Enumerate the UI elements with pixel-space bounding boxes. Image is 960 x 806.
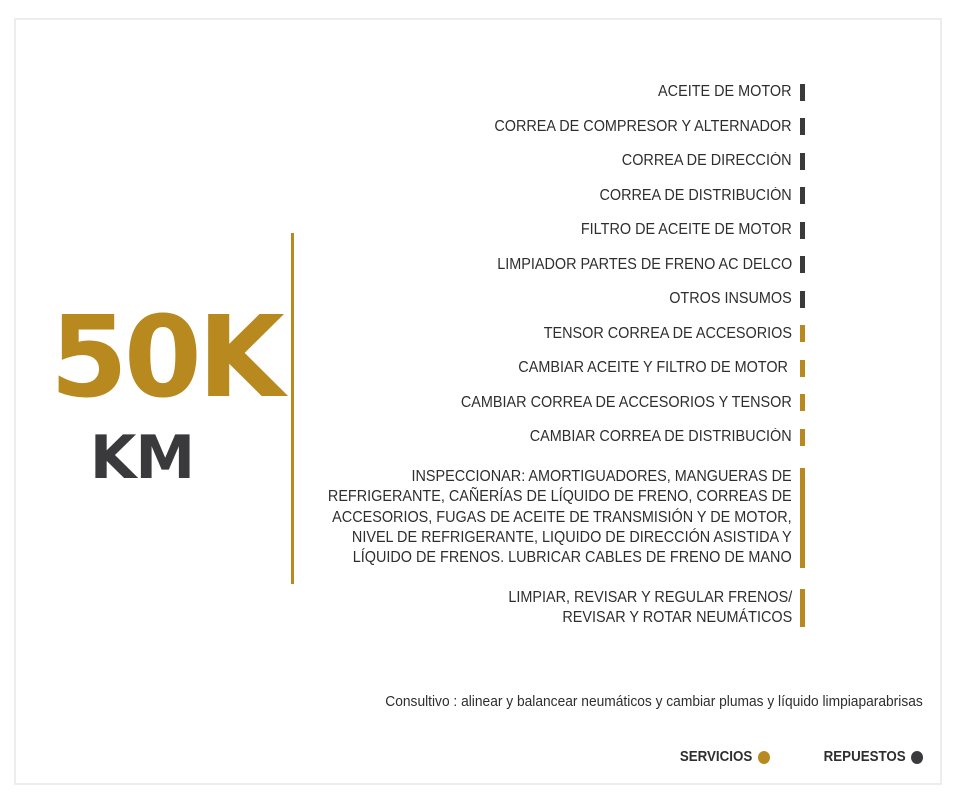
repuestos-marker (800, 153, 805, 170)
item-otros-insumos: OTROS INSUMOS (669, 290, 792, 307)
item-frenos-line: REVISAR Y ROTAR NEUMÁTICOS (562, 609, 792, 627)
repuestos-marker (800, 291, 805, 308)
item-limpiar-revisar-frenos (508, 588, 792, 629)
repuestos-marker (800, 256, 805, 273)
legend-servicios (680, 749, 770, 765)
dark-dot-icon (911, 751, 923, 764)
item-inspeccionar-line: INSPECCIONAR: AMORTIGUADORES, MANGUERAS DE (411, 468, 792, 485)
item-cambiar-correa-accesorios-tensor: CAMBIAR CORREA DE ACCESORIOS Y TENSOR (461, 394, 792, 411)
item-cambiar-aceite-filtro: CAMBIAR ACEITE Y FILTRO DE MOTOR (518, 359, 788, 376)
item-aceite-de-motor: ACEITE DE MOTOR (658, 83, 792, 100)
servicios-marker (800, 468, 805, 568)
mileage-unit: KM (89, 423, 195, 493)
item-inspeccionar-line: LÍQUIDO DE FRENOS. LUBRICAR CABLES DE FRENO DE MANO (353, 549, 792, 567)
legend-repuestos (823, 749, 923, 765)
item-filtro-aceite-motor: FILTRO DE ACEITE DE MOTOR (581, 221, 792, 238)
item-frenos-line: LIMPIAR, REVISAR Y REGULAR FRENOS/ (508, 589, 792, 606)
item-correa-distribucion: CORREA DE DISTRIBUCIÓN (599, 187, 792, 204)
gold-dot-icon (758, 751, 770, 764)
item-inspeccionar-line: NIVEL DE REFRIGERANTE, LIQUIDO DE DIRECCIÓN ASISTIDA Y (352, 528, 792, 546)
legend-repuestos-label: REPUESTOS (823, 749, 906, 765)
servicios-marker (800, 394, 805, 411)
servicios-marker (800, 429, 805, 446)
item-inspeccionar (328, 467, 792, 568)
item-inspeccionar-line: REFRIGERANTE, CAÑERÍAS DE LÍQUIDO DE FRENO, CORREAS DE (328, 488, 792, 506)
legend-servicios-label: SERVICIOS (680, 749, 753, 765)
item-limpiador-partes-freno: LIMPIADOR PARTES DE FRENO AC DELCO (496, 256, 792, 273)
consultivo-note: Consultivo : alinear y balancear neumáticos y cambiar plumas y líquido limpiaparabrisas (385, 694, 923, 710)
item-inspeccionar-line: ACCESORIOS, FUGAS DE ACEITE DE TRANSMISIÓN Y DE MOTOR, (332, 508, 792, 526)
repuestos-marker (800, 118, 805, 135)
mileage-value: 50K (50, 293, 281, 423)
vertical-divider (291, 233, 294, 584)
repuestos-marker (800, 84, 805, 101)
item-tensor-correa-accesorios: TENSOR CORREA DE ACCESORIOS (543, 325, 792, 342)
repuestos-marker (800, 187, 805, 204)
servicios-marker (800, 589, 805, 627)
servicios-marker (800, 325, 805, 342)
servicios-marker (800, 360, 805, 377)
item-cambiar-correa-distribucion: CAMBIAR CORREA DE DISTRIBUCIÓN (530, 428, 792, 445)
item-correa-direccion: CORREA DE DIRECCIÓN (622, 152, 792, 169)
item-correa-compresor-alternador: CORREA DE COMPRESOR Y ALTERNADOR (494, 118, 792, 135)
repuestos-marker (800, 222, 805, 239)
